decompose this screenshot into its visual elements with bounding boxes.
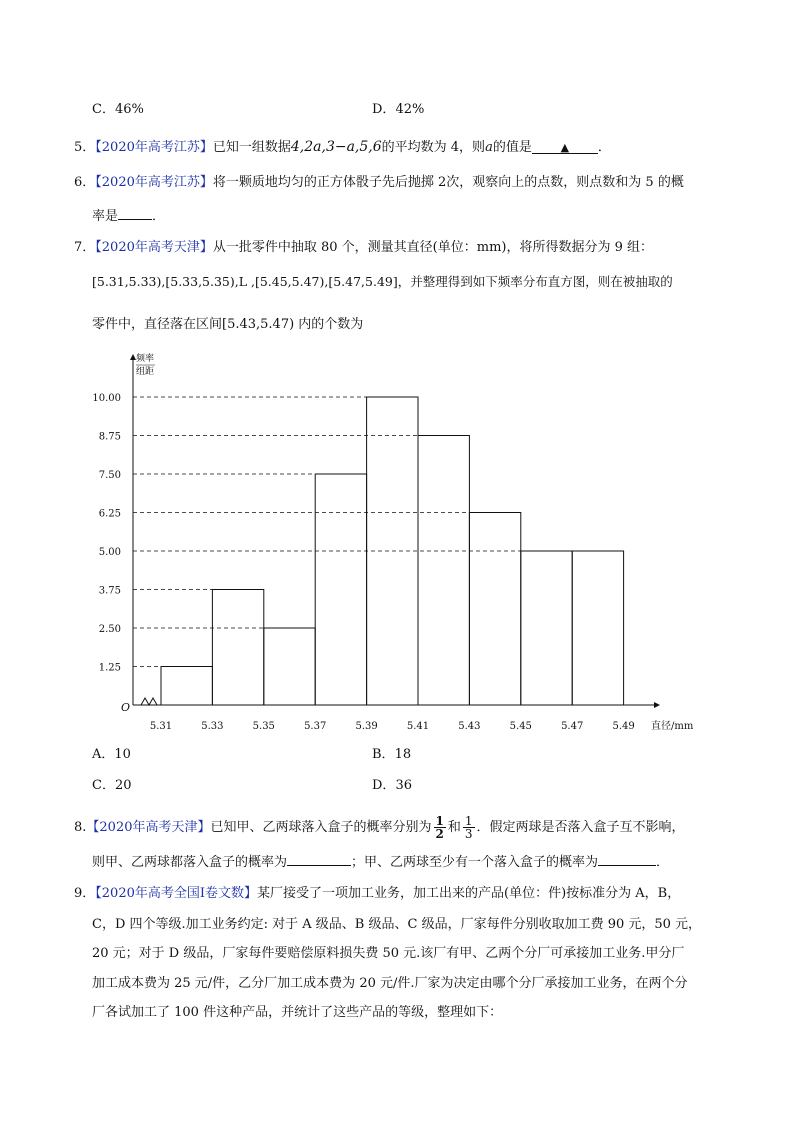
histogram-bar bbox=[161, 667, 212, 706]
source-tag: 【2020年高考天津】 bbox=[95, 240, 213, 255]
question-text: 某厂接受了一项加工业务，加工出来的产品(单位：件)按标准分为 A，B， bbox=[257, 886, 681, 901]
option-text: 42% bbox=[395, 102, 425, 117]
histogram-bar bbox=[264, 628, 315, 705]
histogram-bar bbox=[469, 513, 520, 706]
histogram-bar bbox=[572, 551, 623, 705]
y-tick-label: 10.00 bbox=[92, 393, 121, 404]
q7-option-d bbox=[372, 777, 412, 795]
x-tick-label: 5.37 bbox=[304, 721, 327, 732]
question-number: 6． bbox=[74, 175, 96, 190]
histogram-bar bbox=[212, 590, 263, 706]
question-text: 的值是 bbox=[492, 140, 532, 155]
question-9-line-2 bbox=[92, 916, 701, 934]
x-axis-label: 直径/mm bbox=[651, 721, 694, 732]
question-text: [5.31,5.33),[5.33,5.35),L ,[5.45,5.47),[5.47,5.49]，并整理得到如下频率分布直方图，则在被抽取的 bbox=[92, 274, 673, 289]
source-tag: 【2020年高考天津】 bbox=[86, 820, 211, 835]
fraction-one-half: $\frac{1}{2}$ bbox=[435, 814, 444, 841]
question-9-line-5 bbox=[92, 1004, 502, 1022]
math-variable: a bbox=[485, 140, 493, 155]
option-text: 18 bbox=[394, 747, 412, 762]
histogram-bar bbox=[315, 474, 366, 705]
question-number: 8. bbox=[74, 820, 87, 835]
question-text: 零件中，直径落在区间[5.43,5.47) 内的个数为 bbox=[92, 317, 364, 332]
q7-option-c bbox=[92, 777, 132, 795]
question-text: 率是 bbox=[92, 209, 119, 224]
question-9-line-4 bbox=[92, 975, 688, 993]
question-end: ． bbox=[656, 855, 670, 870]
question-text: 的平均数为 4，则 bbox=[381, 140, 486, 155]
option-letter: A． bbox=[92, 747, 115, 762]
question-text: 20 元；对于 D 级品，厂家每件要赔偿原料损失费 50 元.该厂有甲、乙两个分厂可承接加工业务.甲分厂 bbox=[92, 946, 685, 961]
x-tick-label: 5.33 bbox=[201, 721, 224, 732]
origin-label: O bbox=[121, 701, 131, 714]
option-letter: C． bbox=[92, 102, 115, 117]
source-tag: 【2020年高考江苏】 bbox=[95, 140, 213, 155]
answer-blank-1[interactable] bbox=[287, 851, 351, 866]
question-text: 已知甲、乙两球落入盒子的概率分别为 bbox=[210, 820, 432, 835]
y-axis-label-bottom: 组距 bbox=[135, 367, 155, 377]
histogram-bar bbox=[521, 551, 572, 705]
option-letter: C． bbox=[92, 778, 115, 793]
question-text: 厂各试加工了 100 件这种产品，并统计了这些产品的等级，整理如下： bbox=[92, 1005, 503, 1020]
question-text: 从一批零件中抽取 80 个，测量其直径(单位：mm)，将所得数据分为 9 组： bbox=[212, 240, 654, 255]
option-text: 46% bbox=[114, 102, 144, 117]
source-tag: 【2020年高考全国Ⅰ卷文数】 bbox=[95, 886, 258, 901]
question-end: ． bbox=[152, 209, 166, 224]
y-tick-label: 2.50 bbox=[98, 624, 121, 635]
triangle-icon: ▲ bbox=[560, 141, 570, 154]
option-letter: B． bbox=[372, 747, 395, 762]
x-tick-label: 5.49 bbox=[612, 721, 635, 732]
question-text: C，D 四个等级.加工业务约定: 对于 A 级品、B 级品、C 级品，厂家每件分别收取加工费 90 元，50 元， bbox=[92, 917, 702, 932]
histogram-bar bbox=[418, 436, 469, 706]
y-tick-label: 3.75 bbox=[98, 585, 121, 597]
option-text: 36 bbox=[395, 778, 412, 793]
question-number: 5． bbox=[74, 140, 96, 155]
question-text: ．假定两球是否落入盒子互不影响， bbox=[476, 820, 685, 835]
x-tick-label: 5.43 bbox=[458, 721, 481, 732]
question-text: 和 bbox=[447, 820, 461, 835]
question-8 bbox=[74, 813, 685, 843]
y-tick-label: 8.75 bbox=[98, 431, 121, 443]
question-8-line-2 bbox=[92, 851, 669, 872]
x-tick-label: 5.35 bbox=[252, 721, 275, 732]
x-tick-label: 5.47 bbox=[561, 721, 584, 732]
question-number: 7． bbox=[74, 240, 96, 255]
option-letter: D． bbox=[372, 778, 396, 793]
question-text: 将一颗质地均匀的正方体骰子先后抛掷 2次，观察向上的点数，则点数和为 5 的概 bbox=[212, 175, 684, 190]
fraction-one-third: $\frac{1}{3}$ bbox=[464, 814, 473, 841]
math-data-set: 4,2a,3−a,5,6 bbox=[290, 139, 382, 155]
y-tick-label: 1.25 bbox=[98, 662, 121, 674]
question-text: 加工成本费为 25 元/件，乙分厂加工成本费为 20 元/件.厂家为决定由哪个分厂承接加工业务，在两个分 bbox=[92, 976, 688, 991]
x-tick-label: 5.41 bbox=[406, 721, 430, 732]
y-axis-label-top: 频率 bbox=[135, 354, 155, 364]
question-9 bbox=[74, 885, 680, 903]
question-text: ；甲、乙两球至少有一个落入盒子的概率为 bbox=[351, 855, 599, 870]
question-end: ． bbox=[597, 140, 611, 155]
x-tick-label: 5.45 bbox=[509, 721, 532, 732]
question-number: 9． bbox=[74, 886, 96, 901]
answer-blank-2[interactable] bbox=[598, 851, 656, 866]
question-text: 则甲、乙两球都落入盒子的概率为 bbox=[92, 855, 288, 870]
option-text: 20 bbox=[114, 778, 132, 793]
option-letter: D． bbox=[372, 102, 396, 117]
option-text: 10 bbox=[114, 747, 131, 762]
y-tick-label: 5.00 bbox=[98, 547, 121, 558]
x-tick-label: 5.31 bbox=[149, 721, 173, 732]
source-tag: 【2020年高考江苏】 bbox=[95, 175, 213, 190]
x-tick-label: 5.39 bbox=[355, 721, 378, 732]
question-9-line-3 bbox=[92, 945, 684, 963]
question-text: 已知一组数据 bbox=[212, 140, 291, 155]
y-tick-label: 6.25 bbox=[98, 508, 121, 520]
axis-break-icon bbox=[141, 698, 157, 705]
q7-option-a bbox=[92, 746, 131, 764]
y-tick-label: 7.50 bbox=[98, 470, 121, 481]
q7-option-b bbox=[372, 746, 411, 764]
